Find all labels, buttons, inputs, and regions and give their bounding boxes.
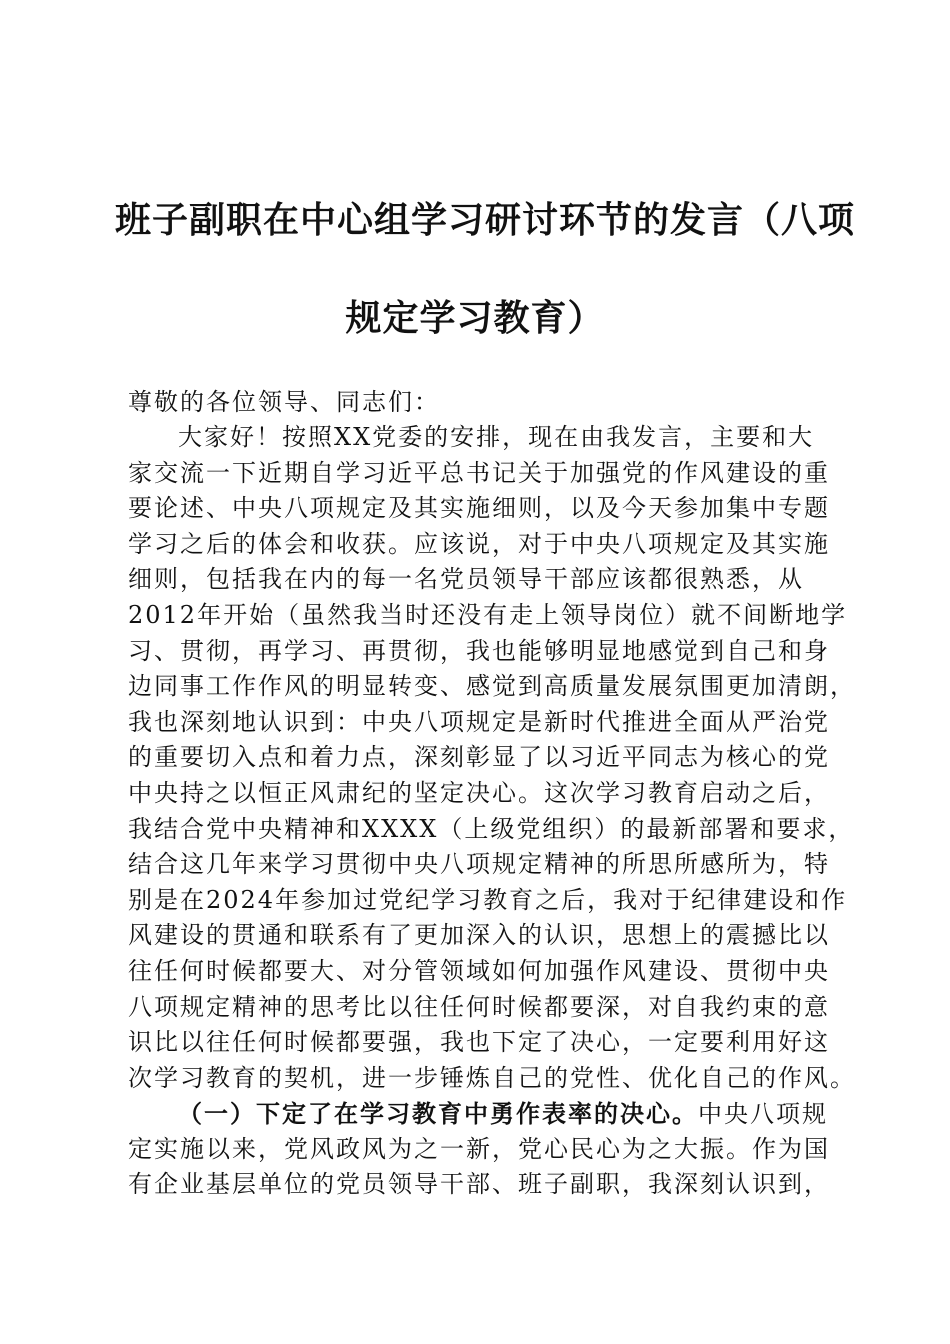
paragraph-1-line: 边同事工作作风的明显转变、感觉到高质量发展氛围更加清朗， (128, 672, 856, 701)
paragraph-1-line: 学习之后的体会和收获。应该说，对于中央八项规定及其实施 (128, 529, 830, 558)
paragraph-1-line: 的重要切入点和着力点，深刻彰显了以习近平同志为核心的党 (128, 743, 830, 772)
paragraph-1-line: 我也深刻地认识到：中央八项规定是新时代推进全面从严治党 (128, 707, 830, 736)
paragraph-1-line: 要论述、中央八项规定及其实施细则，以及今天参加集中专题 (128, 494, 830, 523)
paragraph-1-line: 家交流一下近期自学习近平总书记关于加强党的作风建设的重 (128, 458, 830, 487)
paragraph-1-line: 次学习教育的契机，进一步锤炼自己的党性、优化自己的作风。 (128, 1063, 856, 1092)
salutation: 尊敬的各位领导、同志们： (128, 388, 440, 416)
paragraph-2-first-line (128, 1096, 828, 1132)
paragraph-1-line: 往任何时候都要大、对分管领域如何加强作风建设、贯彻中央 (128, 956, 830, 985)
document-body (128, 420, 856, 1203)
paragraph-1-line: 2012年开始（虽然我当时还没有走上领导岗位）就不间断地学 (128, 600, 848, 629)
paragraph-1-line: 八项规定精神的思考比以往任何时候都要深，对自我约束的意 (128, 992, 830, 1021)
paragraph-1-line: 中央持之以恒正风肃纪的坚定决心。这次学习教育启动之后， (128, 778, 830, 807)
paragraph-1-line: 习、贯彻，再学习、再贯彻，我也能够明显地感觉到自己和身 (128, 636, 830, 665)
paragraph-1-line: 别是在2024年参加过党纪学习教育之后，我对于纪律建设和作 (128, 885, 848, 914)
paragraph-1-line: 结合这几年来学习贯彻中央八项规定精神的所思所感所为，特 (128, 850, 830, 879)
paragraph-1-line: 识比以往任何时候都要强，我也下定了决心，一定要利用好这 (128, 1028, 830, 1057)
paragraph-2-text: 中央八项规 (698, 1100, 828, 1129)
document-title-line-2: 规定学习教育） (345, 298, 605, 339)
paragraph-1-line: 风建设的贯通和联系有了更加深入的认识，思想上的震撼比以 (128, 921, 830, 950)
paragraph-1-line: 细则，包括我在内的每一名党员领导干部应该都很熟悉，从 (128, 565, 804, 594)
paragraph-1-line: 大家好！按照XX党委的安排，现在由我发言，主要和大 (178, 423, 815, 451)
paragraph-2-line: 定实施以来，党风政风为之一新，党心民心为之大振。作为国 (128, 1134, 830, 1163)
document-title-line-1: 班子副职在中心组学习研讨环节的发言（八项 (115, 200, 856, 241)
paragraph-1-line: 我结合党中央精神和XXXX（上级党组织）的最新部署和要求， (128, 814, 855, 843)
paragraph-2-line: 有企业基层单位的党员领导干部、班子副职，我深刻认识到， (128, 1170, 830, 1199)
section-heading: （一）下定了在学习教育中勇作表率的决心。 (178, 1099, 698, 1129)
